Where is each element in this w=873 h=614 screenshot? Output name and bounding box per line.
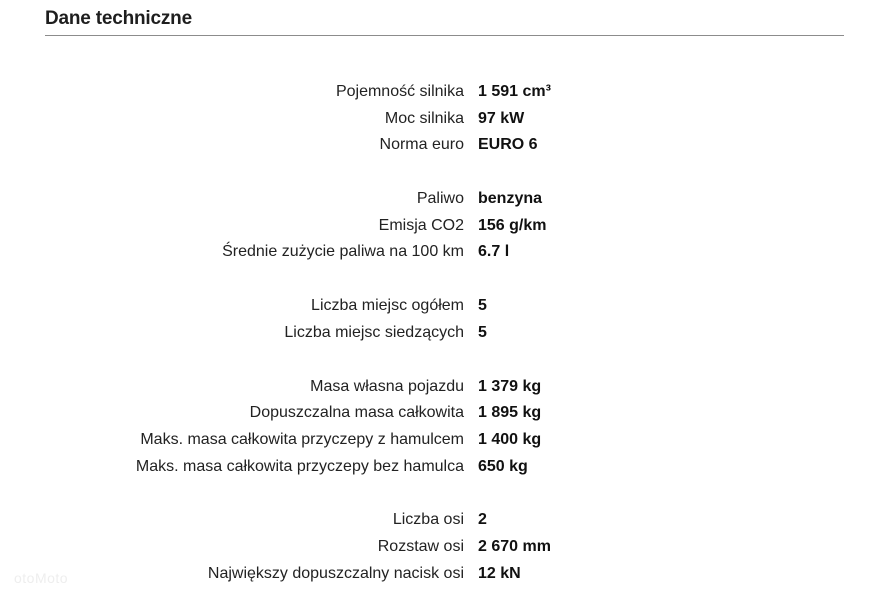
- spec-label: Dopuszczalna masa całkowita: [249, 404, 464, 422]
- spec-value: 650 kg: [478, 457, 528, 475]
- spec-row-trailer-braked: [0, 427, 873, 454]
- spec-label: Liczba miejsc siedzących: [284, 323, 464, 341]
- spec-group-engine: [0, 79, 873, 159]
- section-header: [45, 6, 844, 36]
- watermark-logo: otoMoto: [14, 570, 69, 586]
- spec-group-fuel: [0, 186, 873, 266]
- spec-label: Pojemność silnika: [335, 83, 464, 100]
- spec-row-engine-power: [0, 106, 873, 133]
- spec-row-max-axle-load: [0, 561, 873, 588]
- spec-value: 1 379 kg: [478, 377, 542, 395]
- spec-value: 5: [478, 323, 487, 341]
- spec-row-co2-emission: [0, 213, 873, 240]
- spec-label: Liczba osi: [392, 511, 464, 529]
- spec-row-total-seats: [0, 293, 873, 320]
- spec-group-axles: [0, 507, 873, 587]
- spec-value: 12 kN: [478, 564, 521, 582]
- spec-row-euro-norm: [0, 132, 873, 159]
- spec-label: Maks. masa całkowita przyczepy bez hamulca: [135, 457, 464, 475]
- spec-label: Rozstaw osi: [377, 537, 464, 555]
- spec-row-fuel-type: [0, 186, 873, 213]
- spec-value: 1 400 kg: [478, 430, 542, 448]
- spec-value: 2: [478, 511, 487, 529]
- spec-label: Emisja CO2: [378, 216, 464, 234]
- spec-value: 1 895 kg: [478, 404, 542, 422]
- spec-label: Masa własna pojazdu: [310, 377, 464, 395]
- spec-label: Maks. masa całkowita przyczepy z hamulcem: [140, 430, 464, 448]
- spec-label: Średnie zużycie paliwa na 100 km: [222, 243, 464, 261]
- spec-row-curb-weight: [0, 374, 873, 401]
- spec-value: 97 kW: [478, 109, 525, 127]
- spec-value: 156 g/km: [478, 216, 547, 234]
- spec-value: 2 670 mm: [478, 537, 551, 555]
- spec-row-axle-count: [0, 507, 873, 534]
- technical-specs-list: [0, 79, 873, 614]
- spec-value: 6.7 l: [478, 243, 510, 261]
- spec-value: 5: [478, 297, 487, 315]
- section-title: Dane techniczne: [45, 8, 192, 29]
- spec-label: Największy dopuszczalny nacisk osi: [207, 564, 464, 582]
- spec-label: Liczba miejsc ogółem: [311, 297, 464, 315]
- spec-value: benzyna: [478, 190, 543, 208]
- spec-group-seats: [0, 293, 873, 346]
- spec-label: Moc silnika: [384, 109, 464, 127]
- spec-label: Norma euro: [379, 136, 464, 154]
- spec-value: EURO 6: [478, 136, 538, 154]
- spec-group-mass: [0, 374, 873, 481]
- spec-row-trailer-unbraked: [0, 454, 873, 481]
- spec-value: 1 591 cm³: [478, 83, 551, 100]
- spec-row-gross-weight: [0, 400, 873, 427]
- spec-row-engine-capacity: [0, 79, 873, 106]
- spec-label: Paliwo: [416, 190, 464, 208]
- spec-row-fuel-consumption: [0, 239, 873, 266]
- spec-row-wheelbase: [0, 534, 873, 561]
- spec-row-sitting-seats: [0, 320, 873, 347]
